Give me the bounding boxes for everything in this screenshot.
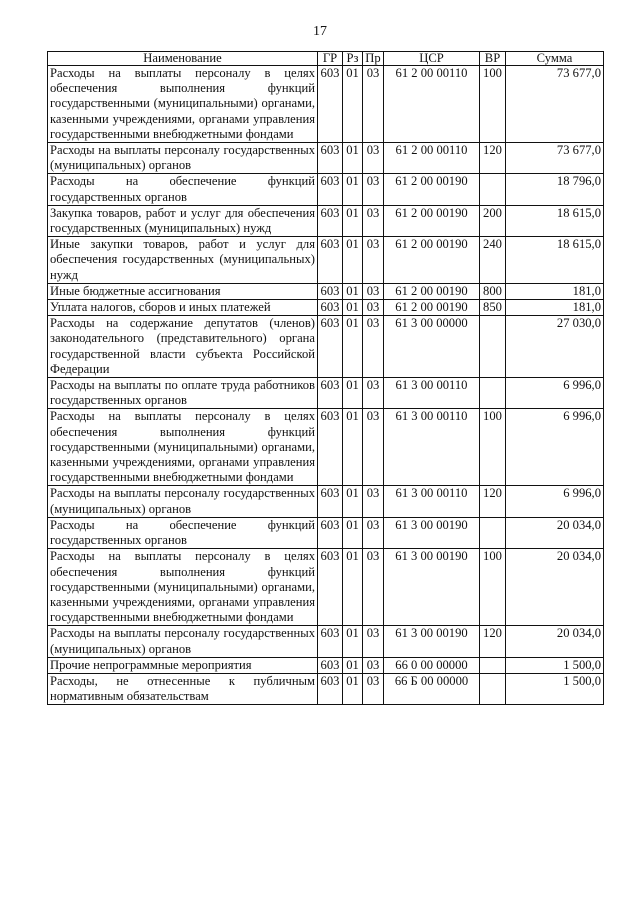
- cell-rz: 01: [343, 626, 363, 657]
- cell-csr: 61 3 00 00110: [384, 409, 480, 486]
- cell-pr: 03: [363, 66, 384, 143]
- table-row: [48, 517, 604, 548]
- cell-pr: 03: [363, 205, 384, 236]
- cell-vr: 200: [480, 205, 506, 236]
- cell-csr: 61 3 00 00000: [384, 316, 480, 378]
- cell-vr: [480, 378, 506, 409]
- cell-rz: 01: [343, 237, 363, 284]
- cell-pr: 03: [363, 409, 384, 486]
- cell-sum: 1 500,0: [506, 657, 604, 673]
- cell-vr: [480, 316, 506, 378]
- table-row: [48, 549, 604, 626]
- cell-gr: 603: [318, 549, 343, 626]
- table-row: [48, 143, 604, 174]
- cell-sum: 181,0: [506, 283, 604, 299]
- cell-pr: 03: [363, 237, 384, 284]
- cell-pr: 03: [363, 283, 384, 299]
- cell-gr: 603: [318, 673, 343, 704]
- cell-sum: 73 677,0: [506, 143, 604, 174]
- cell-sum: 181,0: [506, 300, 604, 316]
- cell-vr: 100: [480, 549, 506, 626]
- cell-vr: [480, 517, 506, 548]
- cell-name: Расходы на содержание депутатов (членов) законодательного (представительного) органа государственной власти субъекта Российской Федерации: [48, 316, 318, 378]
- cell-sum: 73 677,0: [506, 66, 604, 143]
- cell-csr: 61 2 00 00190: [384, 237, 480, 284]
- cell-csr: 66 0 00 00000: [384, 657, 480, 673]
- cell-pr: 03: [363, 378, 384, 409]
- cell-gr: 603: [318, 283, 343, 299]
- cell-csr: 61 3 00 00190: [384, 626, 480, 657]
- table-row: [48, 316, 604, 378]
- table-row: [48, 174, 604, 205]
- cell-rz: 01: [343, 66, 363, 143]
- cell-rz: 01: [343, 300, 363, 316]
- cell-csr: 61 2 00 00190: [384, 283, 480, 299]
- cell-gr: 603: [318, 237, 343, 284]
- cell-rz: 01: [343, 673, 363, 704]
- cell-name: Закупка товаров, работ и услуг для обеспечения государственных (муниципальных) нужд: [48, 205, 318, 236]
- cell-sum: 6 996,0: [506, 409, 604, 486]
- cell-name: Прочие непрограммные мероприятия: [48, 657, 318, 673]
- cell-csr: 61 3 00 00110: [384, 486, 480, 517]
- cell-rz: 01: [343, 316, 363, 378]
- header-csr: ЦСР: [384, 52, 480, 66]
- cell-rz: 01: [343, 486, 363, 517]
- table-row: [48, 378, 604, 409]
- cell-gr: 603: [318, 626, 343, 657]
- table-row: [48, 205, 604, 236]
- cell-name: Расходы на выплаты персоналу государственных (муниципальных) органов: [48, 626, 318, 657]
- header-sum: Сумма: [506, 52, 604, 66]
- cell-vr: 850: [480, 300, 506, 316]
- cell-vr: 100: [480, 66, 506, 143]
- cell-pr: 03: [363, 549, 384, 626]
- table-row: [48, 486, 604, 517]
- cell-pr: 03: [363, 626, 384, 657]
- cell-gr: 603: [318, 174, 343, 205]
- cell-pr: 03: [363, 174, 384, 205]
- cell-name: Расходы на выплаты по оплате труда работников государственных органов: [48, 378, 318, 409]
- cell-gr: 603: [318, 657, 343, 673]
- table-row: [48, 673, 604, 704]
- cell-vr: 120: [480, 486, 506, 517]
- header-rz: Рз: [343, 52, 363, 66]
- cell-pr: 03: [363, 143, 384, 174]
- cell-sum: 18 615,0: [506, 205, 604, 236]
- table-row: [48, 283, 604, 299]
- cell-rz: 01: [343, 517, 363, 548]
- cell-csr: 61 2 00 00110: [384, 66, 480, 143]
- cell-vr: [480, 673, 506, 704]
- cell-rz: 01: [343, 549, 363, 626]
- cell-name: Расходы на выплаты персоналу в целях обеспечения выполнения функций государственными (муниципальными) органами, казенными учреждениями, органами управления государственными внебюджетными фондами: [48, 409, 318, 486]
- table-header-row: [48, 52, 604, 66]
- cell-gr: 603: [318, 316, 343, 378]
- cell-rz: 01: [343, 378, 363, 409]
- cell-pr: 03: [363, 673, 384, 704]
- cell-sum: 20 034,0: [506, 549, 604, 626]
- cell-sum: 6 996,0: [506, 486, 604, 517]
- cell-rz: 01: [343, 205, 363, 236]
- table-row: [48, 300, 604, 316]
- cell-rz: 01: [343, 283, 363, 299]
- cell-csr: 61 3 00 00110: [384, 378, 480, 409]
- cell-sum: 18 796,0: [506, 174, 604, 205]
- table-row: [48, 657, 604, 673]
- cell-name: Расходы, не отнесенные к публичным нормативным обязательствам: [48, 673, 318, 704]
- cell-rz: 01: [343, 143, 363, 174]
- cell-sum: 18 615,0: [506, 237, 604, 284]
- cell-csr: 61 3 00 00190: [384, 549, 480, 626]
- header-pr: Пр: [363, 52, 384, 66]
- cell-pr: 03: [363, 517, 384, 548]
- cell-name: Расходы на выплаты персоналу в целях обеспечения выполнения функций государственными (муниципальными) органами, казенными учреждениями, органами управления государственными внебюджетными фондами: [48, 549, 318, 626]
- cell-csr: 61 2 00 00110: [384, 143, 480, 174]
- cell-vr: 120: [480, 626, 506, 657]
- cell-gr: 603: [318, 300, 343, 316]
- cell-pr: 03: [363, 300, 384, 316]
- cell-name: Расходы на обеспечение функций государственных органов: [48, 174, 318, 205]
- cell-gr: 603: [318, 517, 343, 548]
- table-row: [48, 66, 604, 143]
- cell-gr: 603: [318, 66, 343, 143]
- cell-pr: 03: [363, 316, 384, 378]
- cell-name: Иные закупки товаров, работ и услуг для обеспечения государственных (муниципальных) нужд: [48, 237, 318, 284]
- header-vr: ВР: [480, 52, 506, 66]
- cell-sum: 20 034,0: [506, 517, 604, 548]
- cell-pr: 03: [363, 486, 384, 517]
- cell-rz: 01: [343, 657, 363, 673]
- cell-gr: 603: [318, 205, 343, 236]
- cell-rz: 01: [343, 174, 363, 205]
- cell-gr: 603: [318, 143, 343, 174]
- cell-csr: 61 2 00 00190: [384, 300, 480, 316]
- cell-vr: 120: [480, 143, 506, 174]
- cell-csr: 61 2 00 00190: [384, 205, 480, 236]
- cell-sum: 6 996,0: [506, 378, 604, 409]
- cell-gr: 603: [318, 409, 343, 486]
- cell-name: Иные бюджетные ассигнования: [48, 283, 318, 299]
- header-name: Наименование: [48, 52, 318, 66]
- cell-gr: 603: [318, 378, 343, 409]
- cell-vr: 100: [480, 409, 506, 486]
- header-gr: ГР: [318, 52, 343, 66]
- cell-name: Расходы на выплаты персоналу государственных (муниципальных) органов: [48, 143, 318, 174]
- cell-vr: [480, 174, 506, 205]
- cell-sum: 1 500,0: [506, 673, 604, 704]
- table-row: [48, 409, 604, 486]
- cell-name: Уплата налогов, сборов и иных платежей: [48, 300, 318, 316]
- table-row: [48, 237, 604, 284]
- cell-name: Расходы на выплаты персоналу в целях обеспечения выполнения функций государственными (муниципальными) органами, казенными учреждениями, органами управления государственными внебюджетными фондами: [48, 66, 318, 143]
- cell-gr: 603: [318, 486, 343, 517]
- cell-rz: 01: [343, 409, 363, 486]
- cell-name: Расходы на обеспечение функций государственных органов: [48, 517, 318, 548]
- cell-csr: 66 Б 00 00000: [384, 673, 480, 704]
- table-row: [48, 626, 604, 657]
- cell-pr: 03: [363, 657, 384, 673]
- cell-sum: 20 034,0: [506, 626, 604, 657]
- cell-csr: 61 2 00 00190: [384, 174, 480, 205]
- page-number: 17: [313, 24, 327, 39]
- cell-sum: 27 030,0: [506, 316, 604, 378]
- budget-table: [47, 51, 604, 705]
- cell-vr: [480, 657, 506, 673]
- cell-name: Расходы на выплаты персоналу государственных (муниципальных) органов: [48, 486, 318, 517]
- cell-csr: 61 3 00 00190: [384, 517, 480, 548]
- cell-vr: 240: [480, 237, 506, 284]
- cell-vr: 800: [480, 283, 506, 299]
